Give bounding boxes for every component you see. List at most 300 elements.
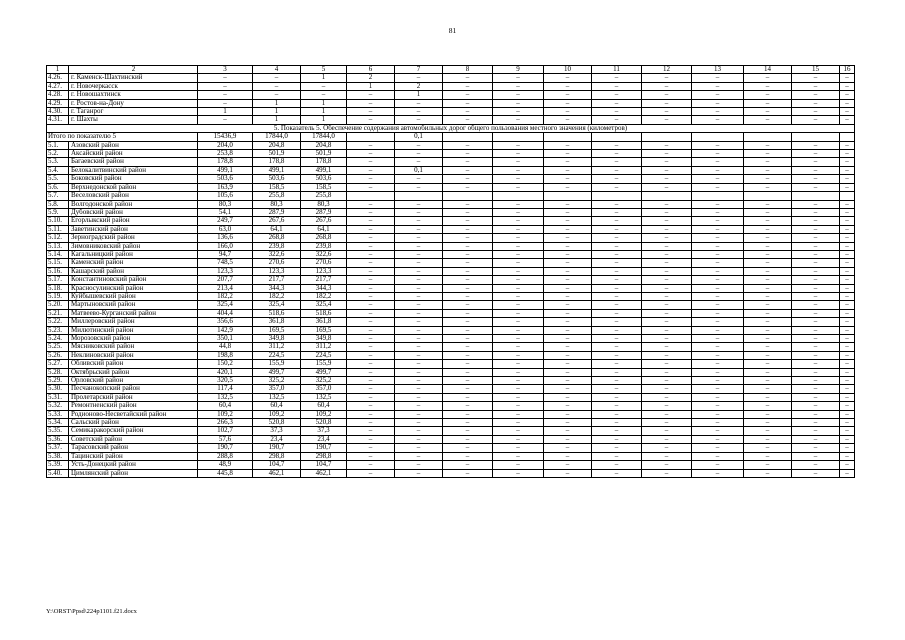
table-cell: 325,2 [301, 377, 347, 385]
table-cell: – [592, 208, 642, 216]
table-cell: – [493, 200, 544, 208]
table-cell [642, 192, 692, 200]
table-cell: – [443, 183, 493, 191]
table-row [47, 116, 855, 124]
table-cell: – [443, 393, 493, 401]
table-cell: 5.17. [47, 276, 69, 284]
table-cell: – [347, 419, 395, 427]
table-cell: Неклиновский район [69, 351, 198, 359]
table-cell: – [692, 99, 744, 107]
table-cell: – [347, 435, 395, 443]
table-cell: 123,3 [301, 267, 347, 275]
table-cell: 4.28. [47, 91, 69, 99]
table-cell: – [493, 292, 544, 300]
table-cell: 94,7 [198, 250, 253, 258]
table-cell: – [347, 309, 395, 317]
table-cell: – [443, 360, 493, 368]
table-cell: – [493, 335, 544, 343]
section-title: 5. Показатель 5. Обеспечение содержания автомобильных дорог общего пользования местного значения (километров) [47, 124, 855, 132]
table-cell: – [692, 158, 744, 166]
table-cell: – [395, 284, 443, 292]
table-cell: – [443, 343, 493, 351]
table-cell: – [642, 267, 692, 275]
table-cell: – [347, 301, 395, 309]
table-cell: – [443, 335, 493, 343]
table-row [47, 377, 855, 385]
table-cell: – [592, 82, 642, 90]
table-cell: – [544, 419, 592, 427]
table-cell: 5.20. [47, 301, 69, 309]
table-cell: – [592, 301, 642, 309]
table-cell: – [840, 351, 855, 359]
table-cell: – [493, 267, 544, 275]
table-cell: 217,7 [301, 276, 347, 284]
table-cell: – [592, 242, 642, 250]
table-cell: – [642, 461, 692, 469]
table-cell: – [840, 343, 855, 351]
table-cell: – [592, 444, 642, 452]
table-cell: 5.29. [47, 377, 69, 385]
table-cell: – [395, 360, 443, 368]
table-cell: 80,3 [198, 200, 253, 208]
table-cell: 5.24. [47, 335, 69, 343]
table-cell: – [692, 402, 744, 410]
table-row [47, 225, 855, 233]
table-row [47, 234, 855, 242]
table-cell: – [347, 292, 395, 300]
table-cell: Усть-Донецкий район [69, 461, 198, 469]
table-cell: – [642, 175, 692, 183]
table-cell: 5.36. [47, 435, 69, 443]
total-label: Итого по показателю 5 [47, 133, 198, 141]
total-row [47, 133, 855, 141]
table-cell: – [395, 318, 443, 326]
table-cell: – [544, 108, 592, 116]
table-cell: – [592, 74, 642, 82]
table-cell: – [443, 318, 493, 326]
table-cell: Орловский район [69, 377, 198, 385]
table-cell: – [544, 469, 592, 477]
table-cell: – [493, 368, 544, 376]
table-cell: – [692, 368, 744, 376]
table-cell: – [692, 461, 744, 469]
table-cell: – [792, 410, 840, 418]
table-cell: – [692, 385, 744, 393]
table-cell: – [544, 318, 592, 326]
table-cell: 8 [443, 66, 493, 74]
table-cell: – [744, 309, 792, 317]
table-cell: 239,8 [253, 242, 301, 250]
table-cell: Песчанокопский район [69, 385, 198, 393]
table-cell: – [395, 326, 443, 334]
table-cell: – [792, 267, 840, 275]
table-row [47, 385, 855, 393]
table-cell: 361,8 [301, 318, 347, 326]
table-cell: 44,8 [198, 343, 253, 351]
table-cell: – [840, 335, 855, 343]
table-cell: – [347, 469, 395, 477]
table-cell: – [744, 234, 792, 242]
table-cell: – [744, 74, 792, 82]
table-cell: – [253, 82, 301, 90]
table-row [47, 91, 855, 99]
table-cell: – [395, 242, 443, 250]
table-row [47, 284, 855, 292]
table-cell: Константиновский район [69, 276, 198, 284]
table-row [47, 368, 855, 376]
table-cell: – [347, 99, 395, 107]
table-cell: 217,7 [253, 276, 301, 284]
table-cell: 325,4 [301, 301, 347, 309]
table-cell: 1 [395, 91, 443, 99]
table-cell: 4 [253, 66, 301, 74]
table-cell: 5 [301, 66, 347, 74]
table-row [47, 292, 855, 300]
table-cell: – [642, 242, 692, 250]
table-cell: – [840, 234, 855, 242]
table-cell: 132,5 [253, 393, 301, 401]
table-cell: – [544, 158, 592, 166]
table-row [47, 192, 855, 200]
table-cell: – [493, 91, 544, 99]
table-row [47, 166, 855, 174]
table-cell: 1 [347, 82, 395, 90]
table-cell: – [493, 444, 544, 452]
table-cell: – [592, 461, 642, 469]
table-cell: – [642, 284, 692, 292]
table-cell: Веселовский район [69, 192, 198, 200]
table-cell: – [792, 292, 840, 300]
table-cell: 104,7 [253, 461, 301, 469]
table-cell: – [443, 208, 493, 216]
table-cell: – [544, 402, 592, 410]
table-row [47, 74, 855, 82]
table-cell: 270,6 [253, 259, 301, 267]
table-cell: 5.25. [47, 343, 69, 351]
table-cell: – [692, 301, 744, 309]
table-cell: – [395, 377, 443, 385]
table-cell: – [395, 301, 443, 309]
table-cell: Морозовский район [69, 335, 198, 343]
table-cell [692, 192, 744, 200]
table-cell: – [642, 292, 692, 300]
table-cell: – [642, 377, 692, 385]
table-cell [493, 192, 544, 200]
table-cell: Пролетарский район [69, 393, 198, 401]
table-cell [347, 192, 395, 200]
table-cell: – [347, 141, 395, 149]
table-cell: – [642, 435, 692, 443]
table-cell: – [395, 469, 443, 477]
table-cell: – [792, 150, 840, 158]
table-cell [443, 192, 493, 200]
table-cell: – [642, 91, 692, 99]
table-cell: 267,6 [253, 217, 301, 225]
table-cell: – [840, 208, 855, 216]
table-cell: – [347, 393, 395, 401]
table-cell: – [493, 301, 544, 309]
table-cell: – [792, 183, 840, 191]
table-cell: 253,8 [198, 150, 253, 158]
table-cell: – [443, 217, 493, 225]
table-cell: – [395, 393, 443, 401]
table-cell: 204,8 [301, 141, 347, 149]
table-cell: – [347, 234, 395, 242]
table-cell: 182,2 [301, 292, 347, 300]
table-cell: – [792, 91, 840, 99]
table-cell: – [443, 402, 493, 410]
table-cell: – [347, 267, 395, 275]
table-cell: – [493, 318, 544, 326]
table-cell: – [642, 326, 692, 334]
table-cell: – [443, 225, 493, 233]
table-cell: – [792, 427, 840, 435]
table-cell: 155,9 [301, 360, 347, 368]
table-cell: – [792, 301, 840, 309]
table-cell: – [493, 82, 544, 90]
table-cell: 182,2 [253, 292, 301, 300]
table-cell: – [692, 234, 744, 242]
table-cell: – [544, 74, 592, 82]
table-cell: – [792, 469, 840, 477]
table-cell: – [792, 326, 840, 334]
table-cell: – [792, 99, 840, 107]
table-cell: – [443, 108, 493, 116]
table-cell: – [744, 82, 792, 90]
table-cell [443, 133, 493, 141]
table-cell: – [443, 150, 493, 158]
table-cell [840, 133, 855, 141]
table-cell: – [744, 267, 792, 275]
table-cell: – [347, 166, 395, 174]
table-cell: – [347, 410, 395, 418]
table-cell: – [744, 200, 792, 208]
table-cell: – [347, 343, 395, 351]
table-cell: – [840, 360, 855, 368]
table-cell: – [744, 335, 792, 343]
table-cell: – [692, 410, 744, 418]
table-cell: – [493, 183, 544, 191]
table-cell: 249,7 [198, 217, 253, 225]
table-cell: 224,5 [301, 351, 347, 359]
table-cell: 5.27. [47, 360, 69, 368]
table-cell: 54,1 [198, 208, 253, 216]
table-cell: – [692, 175, 744, 183]
table-cell: – [744, 150, 792, 158]
table-cell: 350,1 [198, 335, 253, 343]
table-cell: – [692, 141, 744, 149]
table-cell: – [544, 200, 592, 208]
table-cell: – [692, 351, 744, 359]
table-cell: – [443, 301, 493, 309]
table-cell: 14 [744, 66, 792, 74]
table-cell: – [493, 461, 544, 469]
table-cell: – [301, 91, 347, 99]
table-cell: – [395, 116, 443, 124]
table-cell [544, 192, 592, 200]
table-cell: – [443, 276, 493, 284]
table-cell: – [692, 318, 744, 326]
table-cell: – [347, 427, 395, 435]
table-cell: – [792, 444, 840, 452]
table-cell: – [642, 318, 692, 326]
table-cell: – [443, 200, 493, 208]
table-cell: – [493, 234, 544, 242]
table-cell: 158,5 [301, 183, 347, 191]
table-cell: 5.34. [47, 419, 69, 427]
table-cell: – [592, 427, 642, 435]
table-cell: 5.18. [47, 284, 69, 292]
table-cell: 518,6 [253, 309, 301, 317]
table-cell: – [792, 419, 840, 427]
table-cell: – [253, 91, 301, 99]
table-cell: – [493, 259, 544, 267]
table-cell: – [493, 419, 544, 427]
table-cell: – [744, 108, 792, 116]
table-cell: 60,4 [253, 402, 301, 410]
table-cell: Ремонтненский район [69, 402, 198, 410]
table-cell: 1 [47, 66, 69, 74]
table-cell: – [395, 461, 443, 469]
table-cell: – [840, 74, 855, 82]
table-cell [642, 133, 692, 141]
table-cell: 190,7 [301, 444, 347, 452]
table-cell: – [443, 309, 493, 317]
table-row [47, 250, 855, 258]
table-cell: 104,7 [301, 461, 347, 469]
table-cell: 4.29. [47, 99, 69, 107]
table-cell: 5.33. [47, 410, 69, 418]
table-cell: 13 [692, 66, 744, 74]
table-cell: – [347, 250, 395, 258]
table-cell: 4.27. [47, 82, 69, 90]
table-cell: 344,3 [301, 284, 347, 292]
table-cell: 357,0 [253, 385, 301, 393]
table-cell: – [592, 410, 642, 418]
table-cell: 9 [493, 66, 544, 74]
table-cell: 17844,0 [253, 133, 301, 141]
table-cell: 503,6 [301, 175, 347, 183]
table-cell: – [443, 461, 493, 469]
table-cell: – [692, 259, 744, 267]
table-cell: – [347, 377, 395, 385]
table-cell: – [443, 410, 493, 418]
table-cell: Родионово-Несветайский район [69, 410, 198, 418]
table-cell: – [792, 225, 840, 233]
table-cell: Белокалитвинский район [69, 166, 198, 174]
table-cell: – [792, 74, 840, 82]
table-cell: 5.35. [47, 427, 69, 435]
table-cell: – [493, 217, 544, 225]
table-cell: 5.31. [47, 393, 69, 401]
table-row [47, 99, 855, 107]
table-cell: 57,6 [198, 435, 253, 443]
table-cell: 1 [301, 99, 347, 107]
table-cell: 287,9 [301, 208, 347, 216]
table-cell: 325,4 [198, 301, 253, 309]
table-cell: – [642, 250, 692, 258]
table-cell [792, 133, 840, 141]
table-cell: 268,8 [253, 234, 301, 242]
table-cell: – [347, 326, 395, 334]
table-cell: – [840, 175, 855, 183]
table-cell: Куйбышевский район [69, 292, 198, 300]
table-cell: 520,8 [253, 419, 301, 427]
table-cell: – [642, 444, 692, 452]
table-cell: 503,6 [198, 175, 253, 183]
table-cell: – [347, 175, 395, 183]
table-cell: – [840, 318, 855, 326]
table-cell: 344,3 [253, 284, 301, 292]
table-cell: – [744, 183, 792, 191]
table-cell: – [744, 427, 792, 435]
table-cell: – [840, 326, 855, 334]
table-cell: 1 [301, 108, 347, 116]
table-cell: – [744, 250, 792, 258]
table-cell: 37,3 [253, 427, 301, 435]
table-cell: 5.8. [47, 200, 69, 208]
table-cell: – [347, 318, 395, 326]
table-cell: – [592, 267, 642, 275]
table-cell: 166,0 [198, 242, 253, 250]
table-cell: – [642, 82, 692, 90]
table-cell: – [592, 335, 642, 343]
table-cell: – [692, 91, 744, 99]
table-cell: 357,0 [301, 385, 347, 393]
table-cell: 501,9 [301, 150, 347, 158]
table-cell: Верхнедонской район [69, 183, 198, 191]
table-cell: Аксайский район [69, 150, 198, 158]
table-cell: – [692, 419, 744, 427]
table-cell: – [347, 360, 395, 368]
table-cell: – [692, 166, 744, 174]
table-cell: 5.9. [47, 208, 69, 216]
table-cell: 5.1. [47, 141, 69, 149]
table-cell: – [840, 469, 855, 477]
table-cell: – [544, 82, 592, 90]
table-cell: – [544, 217, 592, 225]
table-cell [792, 192, 840, 200]
table-cell [840, 192, 855, 200]
table-cell: – [592, 200, 642, 208]
table-cell: 5.39. [47, 461, 69, 469]
table-cell: – [692, 267, 744, 275]
table-row [47, 183, 855, 191]
table-row [47, 267, 855, 275]
table-row [47, 410, 855, 418]
table-cell: – [840, 444, 855, 452]
table-cell: – [642, 427, 692, 435]
table-cell: – [544, 301, 592, 309]
table-cell: – [744, 444, 792, 452]
table-cell: 15 [792, 66, 840, 74]
table-cell: 80,3 [301, 200, 347, 208]
table-cell: – [692, 208, 744, 216]
table-cell: – [493, 360, 544, 368]
table-cell: 520,8 [301, 419, 347, 427]
table-cell: 5.40. [47, 469, 69, 477]
table-cell: – [744, 276, 792, 284]
table-cell: – [493, 410, 544, 418]
table-cell: – [395, 217, 443, 225]
table-cell: – [544, 385, 592, 393]
table-cell: – [592, 141, 642, 149]
table-row [47, 469, 855, 477]
table-cell: Милютинский район [69, 326, 198, 334]
table-cell: Кагальницкий район [69, 250, 198, 258]
table-cell: – [840, 99, 855, 107]
table-cell: – [544, 141, 592, 149]
